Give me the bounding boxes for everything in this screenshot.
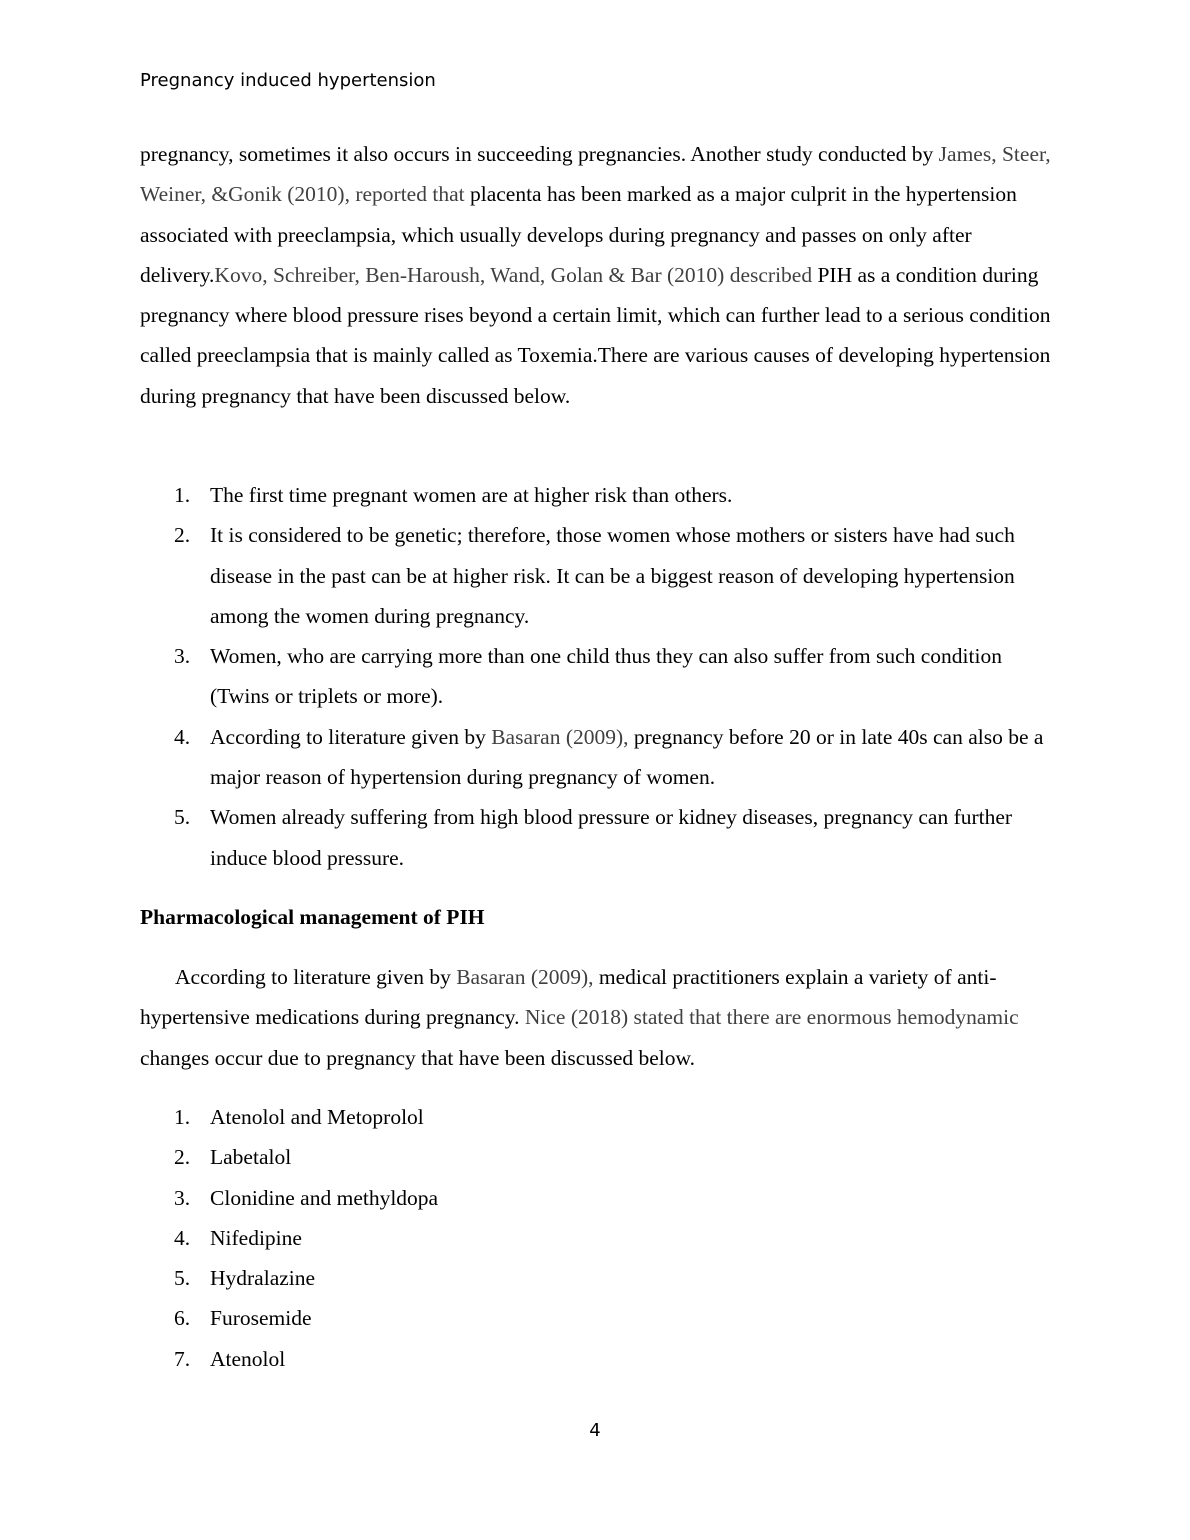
paragraph-text: According to literature given by xyxy=(175,965,457,989)
section-heading: Pharmacological management of PIH xyxy=(140,905,485,929)
list-item-text: According to literature given by xyxy=(210,724,492,749)
paragraph-text: pregnancy, sometimes it also occurs in succeeding pregnancies. Another study conducted by xyxy=(140,142,939,166)
body-paragraph xyxy=(140,134,1055,416)
list-item-text: The first time pregnant women are at higher risk than others. xyxy=(210,483,733,507)
list-item xyxy=(140,797,1055,878)
citation: Basaran (2009), xyxy=(491,724,629,749)
list-number: 5. xyxy=(174,805,191,830)
list-item xyxy=(140,1339,1055,1379)
list-number: 4. xyxy=(174,724,191,749)
list-number: 3. xyxy=(174,1185,191,1210)
list-item xyxy=(140,515,1055,636)
list-item-text: Clonidine and methyldopa xyxy=(210,1185,439,1210)
paragraph-text: PIH as a condition during pregnancy where blood pressure rises beyond a certain limit, which can further lead to a serious condition called preeclampsia that is mainly called as Toxemia.There are various causes of developing hypertension during pregnancy that have been discussed below. xyxy=(140,262,1051,408)
list-item-text: Atenolol and Metoprolol xyxy=(210,1105,424,1129)
list-item xyxy=(140,1258,1055,1298)
citation: Kovo, Schreiber, Ben-Haroush, Wand, Golan & Bar (2010) described xyxy=(214,262,813,287)
list-item-text: Furosemide xyxy=(210,1306,312,1331)
list-number: 6. xyxy=(174,1306,191,1331)
list-number: 1. xyxy=(174,483,191,507)
medications-list xyxy=(140,1097,1055,1379)
list-item-text: Hydralazine xyxy=(210,1266,316,1291)
list-item xyxy=(140,475,1055,515)
list-number: 7. xyxy=(174,1346,191,1371)
body-paragraph xyxy=(140,957,1055,1078)
list-item-text: pregnancy before 20 or in late 40s can also be a major reason of hypertension during pregnancy of women. xyxy=(210,724,1044,790)
list-number: 3. xyxy=(174,644,191,669)
list-item xyxy=(140,636,1055,717)
list-item xyxy=(140,717,1055,798)
list-item-text: Labetalol xyxy=(210,1145,292,1170)
list-number: 1. xyxy=(174,1105,191,1129)
list-item xyxy=(140,1178,1055,1218)
causes-list xyxy=(140,475,1055,878)
list-item-text: Women, who are carrying more than one child thus they can also suffer from such condition (Twins or triplets or more). xyxy=(210,644,1002,709)
list-item-text: Nifedipine xyxy=(210,1225,302,1250)
list-number: 2. xyxy=(174,523,191,548)
list-item xyxy=(140,1218,1055,1258)
list-number: 2. xyxy=(174,1145,191,1170)
paragraph-text: changes occur due to pregnancy that have been discussed below. xyxy=(140,1045,696,1070)
paragraph-text: medical practitioners explain a variety of anti-hypertensive medications during pregnancy. xyxy=(140,965,997,1030)
citation: James, Steer, Weiner, &Gonik (2010), reported that xyxy=(140,142,1051,207)
paragraph-text: placenta has been marked as a major culprit in the hypertension associated with preeclampsia, which usually develops during pregnancy and passes on only after delivery. xyxy=(140,182,1017,287)
list-item xyxy=(140,1137,1055,1177)
list-item-text: Atenolol xyxy=(210,1346,286,1371)
list-item xyxy=(140,1097,1055,1137)
list-number: 4. xyxy=(174,1225,191,1250)
list-item xyxy=(140,1298,1055,1338)
page-number: 4 xyxy=(589,1420,601,1441)
list-item-text: It is considered to be genetic; therefore, those women whose mothers or sisters have had such disease in the past can be at higher risk. It can be a biggest reason of developing hypertension among the women during pregnancy. xyxy=(210,523,1015,628)
running-header: Pregnancy induced hypertension xyxy=(140,70,436,91)
list-number: 5. xyxy=(174,1266,191,1291)
list-item-text: Women already suffering from high blood pressure or kidney diseases, pregnancy can further induce blood pressure. xyxy=(210,805,1013,870)
citation: Nice (2018) stated that there are enormous hemodynamic xyxy=(524,1005,1019,1030)
citation: Basaran (2009), xyxy=(456,965,594,989)
